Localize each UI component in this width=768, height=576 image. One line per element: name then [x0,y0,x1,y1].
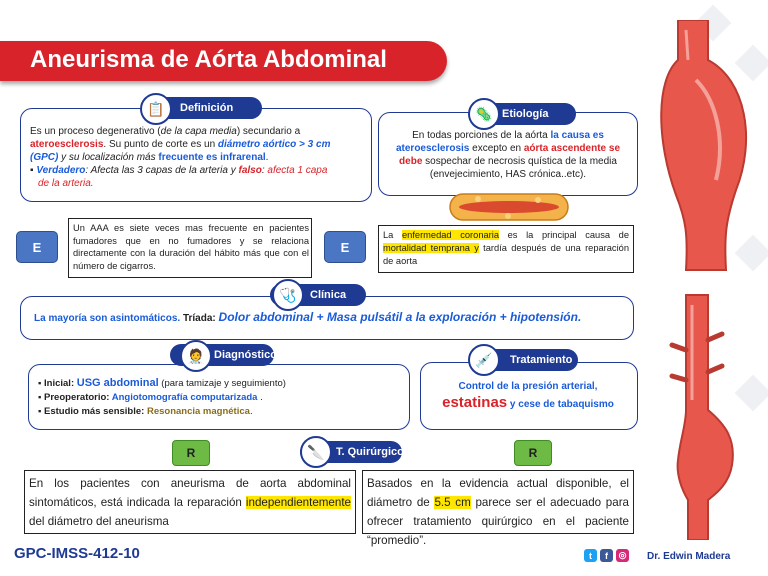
diagnostico-item: ▪ Inicial: USG abdominal (para tamizaje y seguimiento) [38,377,286,389]
etiologia-label: Etiología [502,108,549,120]
evidence-badge-right: E [324,231,366,263]
title-banner [0,41,447,81]
twitter-icon[interactable]: t [584,549,597,562]
recommendation-badge-left: R [172,440,210,466]
author-name: Dr. Edwin Madera [647,551,731,562]
evidence-badge-left: E [16,231,58,263]
quirurgico-right-box [362,470,634,547]
definicion-text: Es un proceso degenerativo (de la capa media) secundario a ateroesclerosis. Su punto de corte es un diámetro aórtico > 3 cm (GPC) y su localización más frecuente es infrarenal. ▪ Verdadero: Afecta las 3 capas de la arteria y falso: afecta 1 capa de la arteria. [30,126,331,189]
evidence-right-box [378,225,634,273]
virus-icon: 🦠 [468,98,500,130]
page-title: Aneurisma de Aórta Abdominal [30,46,387,73]
evidence-left-text: Un AAA es siete veces mas frecuente en pacientes fumadores que en no fumadores y se relaciona directamente con la duración del hábito más que con el número de cigarros. [73,223,309,271]
aorta-illustration [616,20,768,540]
quirurgico-right-text: Basados en la evidencia actual disponible, el diámetro de 5.5 cm parece ser el adecuado para ofrecer tratamiento quirúrgico en el paciente “promedio”. [367,477,630,547]
diagnostico-item: ▪ Estudio más sensible: Resonancia magnética. [38,406,253,417]
clipboard-icon: 📋 [140,93,172,125]
syringe-icon: 💉 [468,344,500,376]
guide-code: GPC-IMSS-412-10 [14,545,140,562]
diagnostico-item: ▪ Preoperatorio: Angiotomografía computarizada . [38,392,263,403]
tratamiento-label: Tratamiento [510,354,573,366]
quirurgico-left-box [24,470,356,534]
evidence-right-text: La enfermedad coronaria es la principal causa de mortalidad temprana y tardía después de una reparación de aorta [383,230,629,266]
scalpel-icon: 🔪 [300,436,332,468]
stethoscope-icon: 🩺 [272,279,304,311]
quirurgico-left-text: En los pacientes con aneurisma de aorta abdominal sintomáticos, está indicada la reparación independientemente del diámetro del aneurisma [29,477,351,528]
doctor-icon: 🧑‍⚕️ [180,340,212,372]
tratamiento-text: Control de la presión arterial, estatinas y cese de tabaquismo [442,381,614,411]
diagnostico-label: Diagnóstico [214,349,277,361]
etiologia-text: En todas porciones de la aórta la causa es ateroesclerosis excepto en aórta ascendente se debe sospechar de necrosis quística de la media (envejecimiento, HAS crónica..etc). [395,130,621,180]
evidence-left-box [68,218,312,278]
diagnostico-list [38,376,406,419]
instagram-icon[interactable]: ◎ [616,549,629,562]
quirurgico-label: T. Quirúrgico [336,446,404,458]
clinica-label: Clínica [310,289,347,301]
definicion-label: Definición [180,102,234,114]
facebook-icon[interactable]: f [600,549,613,562]
recommendation-badge-right: R [514,440,552,466]
artery-plaque-icon [448,190,570,224]
clinica-text: La mayoría son asintomáticos. Tríada: Dolor abdominal + Masa pulsátil a la exploración + hipotensión. [34,310,582,324]
